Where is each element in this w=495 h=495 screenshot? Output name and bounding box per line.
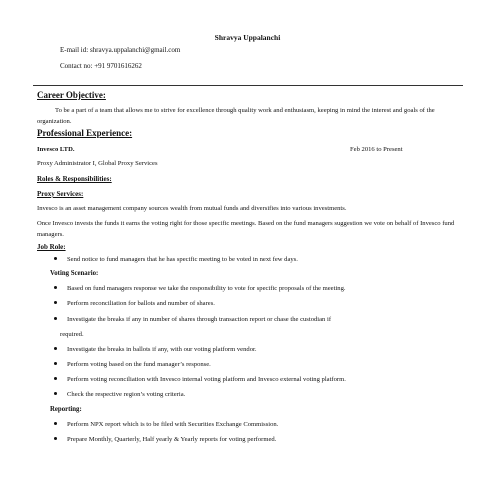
company-name: Invesco LTD. <box>37 146 75 153</box>
employment-period: Feb 2016 to Present <box>350 146 403 153</box>
list-item: Perform reconciliation for ballots and number of shares. <box>54 300 215 307</box>
list-item: Perform voting based on the fund manager’s response. <box>54 361 211 368</box>
list-item: Perform NPX report which is to be filed with Securities Exchange Commission. <box>54 421 278 428</box>
bullet-icon <box>54 317 57 320</box>
bullet-icon <box>54 347 57 350</box>
list-item: Check the respective region’s voting criteria. <box>54 391 185 398</box>
list-item: Investigate the breaks if any in number of shares through transaction report or chase the custodian if <box>54 316 331 323</box>
bullet-icon <box>54 377 57 380</box>
roles-heading: Roles & Responsibilities: <box>37 175 112 183</box>
candidate-name: Shravya Uppalanchi <box>214 33 281 42</box>
bullet-icon <box>54 301 57 304</box>
job-role-heading: Job Role: <box>37 243 66 251</box>
proxy-services-heading: Proxy Services: <box>37 190 84 198</box>
list-item: Prepare Monthly, Quarterly, Half yearly & Yearly reports for voting performed. <box>54 436 276 443</box>
header-divider <box>33 85 463 86</box>
voting-scenario-heading: Voting Scenario: <box>50 270 99 277</box>
career-objective-heading: Career Objective: <box>37 90 106 100</box>
job-title: Proxy Administrator I, Global Proxy Services <box>37 160 158 167</box>
bullet-icon <box>54 286 57 289</box>
career-objective-text: To be a part of a team that allows me to strive for excellence through quality work and enthusiasm, keeping in mind the interest and goals of the organization. <box>37 107 435 125</box>
professional-experience-heading: Professional Experience: <box>37 128 133 138</box>
bullet-icon <box>54 362 57 365</box>
contact-line: Contact no: +91 9701616262 <box>60 62 142 70</box>
list-item: Based on fund managers response we take the responsibility to vote for specific proposals of the meeting. <box>54 285 346 292</box>
bullet-icon <box>54 422 57 425</box>
list-item: Perform voting reconciliation with Invesco internal voting platform and Invesco external voting platform. <box>54 376 346 383</box>
bullet-icon <box>54 257 57 260</box>
proxy-paragraph-2: Once Invesco invests the funds it earns the voting right for those specific meetings. Based on the fund managers suggestion we vote on behalf of Invesco fund managers. <box>37 220 455 238</box>
reporting-heading: Reporting: <box>50 406 82 413</box>
list-item: Investigate the breaks in ballots if any, with our voting platform vendor. <box>54 346 256 353</box>
bullet-icon <box>54 392 57 395</box>
proxy-paragraph-1: Invesco is an asset management company sources wealth from mutual funds and diversifies into various investments. <box>37 205 347 212</box>
bullet-icon <box>54 437 57 440</box>
email-line: E-mail id: shravya.uppalanchi@gmail.com <box>60 46 181 54</box>
list-item: Send notice to fund managers that he has specific meeting to be voted in next few days. <box>54 256 298 263</box>
list-item-continuation: required. <box>60 331 84 338</box>
